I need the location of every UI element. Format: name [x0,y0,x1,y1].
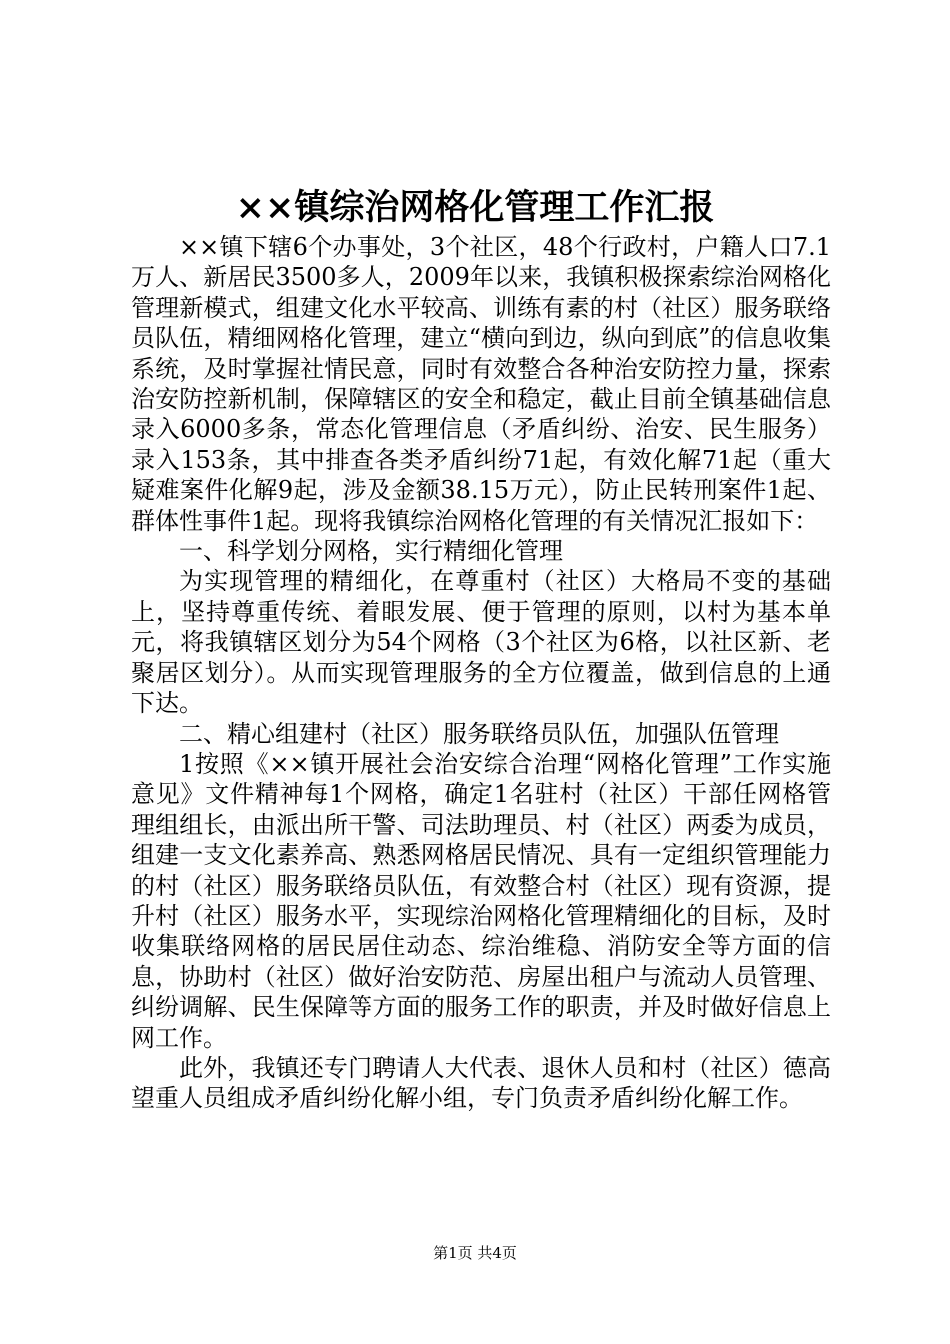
section-heading-1: 一、科学划分网格，实行精细化管理 [179,537,563,566]
section-1-paragraph: 为实现管理的精细化，在尊重村（社区）大格局不变的基础上，坚持尊重传统、着眼发展、便于管理的原则，以村为基本单元，将我镇辖区划分为54个网格（3个社区为6格，以社区新、老聚居区划分）。从而实现管理服务的全方位覆盖，做到信息的上通下达。 [131,567,831,718]
document-title: ××镇综治网格化管理工作汇报 [235,187,715,228]
section-heading-2: 二、精心组建村（社区）服务联络员队伍，加强队伍管理 [179,719,779,748]
intro-paragraph: ××镇下辖6个办事处，3个社区，48个行政村，户籍人口7.1万人、新居民3500多人，2009年以来，我镇积极探索综治网格化管理新模式，组建文化水平较高、训练有素的村（社区）服务联络员队伍，精细网格化管理，建立“横向到边，纵向到底”的信息收集系统，及时掌握社情民意，同时有效整合各种治安防控力量，探索治安防控新机制，保障辖区的安全和稳定，截止目前全镇基础信息录入6000多条，常态化管理信息（矛盾纠纷、治安、民生服务）录入153条，其中排查各类矛盾纠纷71起，有效化解71起（重大疑难案件化解9起，涉及金额38.15万元），防止民转刑案件1起、群体性事件1起。现将我镇综治网格化管理的有关情况汇报如下： [131,233,831,535]
document-body [131,232,831,1114]
page-footer: 第1页 共4页 [433,1244,517,1262]
section-2-paragraph: 1按照《××镇开展社会治安综合治理“网格化管理”工作实施意见》文件精神每1个网格，确定1名驻村（社区）干部任网格管理组组长，由派出所干警、司法助理员、村（社区）两委为成员，组建一支文化素养高、熟悉网格居民情况、具有一定组织管理能力的村（社区）服务联络员队伍，有效整合村（社区）现有资源，提升村（社区）服务水平，实现综治网格化管理精细化的目标，及时收集联络网格的居民居住动态、综治维稳、消防安全等方面的信息，协助村（社区）做好治安防范、房屋出租户与流动人员管理、纠纷调解、民生保障等方面的服务工作的职责，并及时做好信息上网工作。 [131,749,831,1052]
additional-paragraph: 此外，我镇还专门聘请人大代表、退休人员和村（社区）德高望重人员组成矛盾纠纷化解小组，专门负责矛盾纠纷化解工作。 [131,1053,831,1113]
